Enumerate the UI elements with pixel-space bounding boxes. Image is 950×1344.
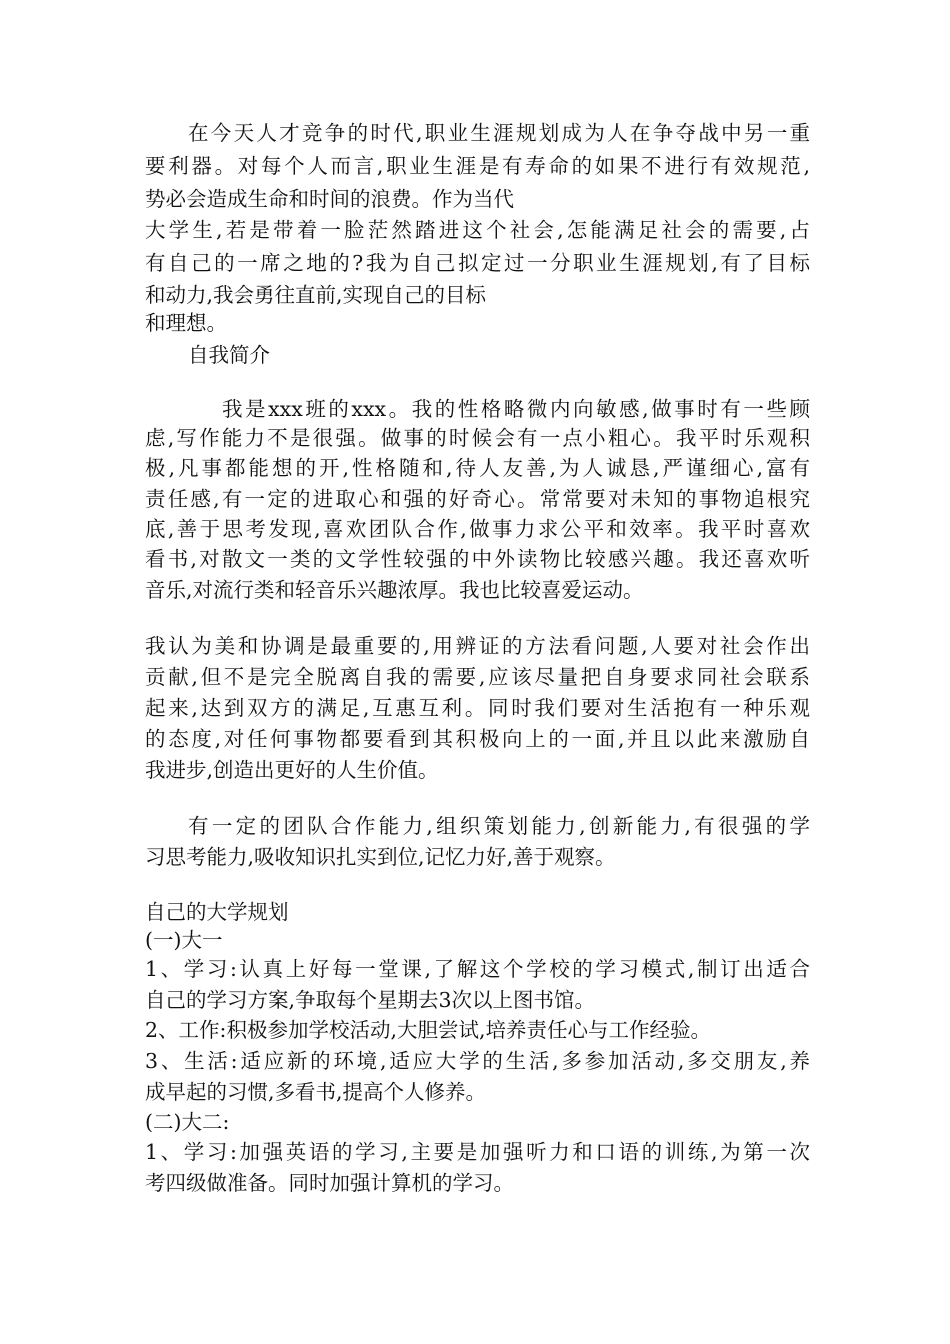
self-intro-p2-line-4: 的态度,对任何事物都要看到其积极向上的一面,并且以此来激励自 bbox=[145, 727, 810, 751]
self-intro-heading: 自我简介 bbox=[188, 343, 270, 367]
plan-year1-item-2: 2、工作:积极参加学校活动,大胆尝试,培养责任心与工作经验。 bbox=[145, 1018, 711, 1042]
self-intro-p1-line-4: 责任感,有一定的进取心和强的好奇心。常常要对未知的事物追根究 bbox=[145, 487, 810, 511]
intro-line-2: 要利器。对每个人而言,职业生涯是有寿命的如果不进行有效规范, bbox=[145, 154, 810, 178]
self-intro-p1-line-2: 虑,写作能力不是很强。做事的时候会有一点小粗心。我平时乐观积 bbox=[145, 426, 810, 450]
plan-year1-item-3: 3、生活:适应新的环境,适应大学的生活,多参加活动,多交朋友,养 bbox=[145, 1049, 810, 1073]
plan-year1-item-3-cont: 成早起的习惯,多看书,提高个人修养。 bbox=[145, 1080, 487, 1104]
intro-line-1: 在今天人才竞争的时代,职业生涯规划成为人在争夺战中另一重 bbox=[188, 121, 810, 145]
intro-line-4: 大学生,若是带着一脸茫然踏进这个社会,怎能满足社会的需要,占 bbox=[145, 218, 810, 242]
self-intro-p1-line-7: 音乐,对流行类和轻音乐兴趣浓厚。我也比较喜爱运动。 bbox=[145, 578, 644, 602]
plan-year2-title: (二)大二: bbox=[145, 1110, 230, 1134]
intro-line-6: 和动力,我会勇往直前,实现自己的目标 bbox=[145, 283, 487, 307]
plan-year2-item-1: 1、学习:加强英语的学习,主要是加强听力和口语的训练,为第一次 bbox=[145, 1140, 810, 1164]
self-intro-p1-line-6: 看书,对散文一类的文学性较强的中外读物比较感兴趣。我还喜欢听 bbox=[145, 547, 810, 571]
self-intro-p3-line-1: 有一定的团队合作能力,组织策划能力,创新能力,有很强的学 bbox=[188, 814, 810, 838]
self-intro-p3-line-2: 习思考能力,吸收知识扎实到位,记忆力好,善于观察。 bbox=[145, 845, 616, 869]
self-intro-p2-line-3: 起来,达到双方的满足,互惠互利。同时我们要对生活抱有一种乐观 bbox=[145, 696, 810, 720]
intro-line-7: 和理想。 bbox=[145, 311, 227, 335]
self-intro-p1-line-3: 极,凡事都能想的开,性格随和,待人友善,为人诚恳,严谨细心,富有 bbox=[145, 456, 810, 480]
plan-year1-item-1: 1、学习:认真上好每一堂课,了解这个学校的学习模式,制订出适合 bbox=[145, 957, 810, 981]
intro-line-3: 势必会造成生命和时间的浪费。作为当代 bbox=[145, 187, 514, 211]
plan-year1-title: (一)大一 bbox=[145, 928, 223, 952]
self-intro-p2-line-1: 我认为美和协调是最重要的,用辨证的方法看问题,人要对社会作出 bbox=[145, 634, 810, 658]
plan-year1-item-1-cont: 自己的学习方案,争取每个星期去3次以上图书馆。 bbox=[145, 988, 596, 1012]
self-intro-p1-line-1: 我是xxx班的xxx。我的性格略微内向敏感,做事时有一些顾 bbox=[222, 397, 810, 421]
plan-heading: 自己的大学规划 bbox=[145, 900, 289, 924]
plan-year2-item-1-cont: 考四级做准备。同时加强计算机的学习。 bbox=[145, 1171, 514, 1195]
self-intro-p2-line-5: 我进步,创造出更好的人生价值。 bbox=[145, 758, 439, 782]
self-intro-p1-line-5: 底,善于思考发现,喜欢团队合作,做事力求公平和效率。我平时喜欢 bbox=[145, 517, 810, 541]
self-intro-p2-line-2: 贡献,但不是完全脱离自我的需要,应该尽量把自身要求同社会联系 bbox=[145, 665, 810, 689]
intro-line-5: 有自己的一席之地的?我为自己拟定过一分职业生涯规划,有了目标 bbox=[145, 251, 810, 275]
